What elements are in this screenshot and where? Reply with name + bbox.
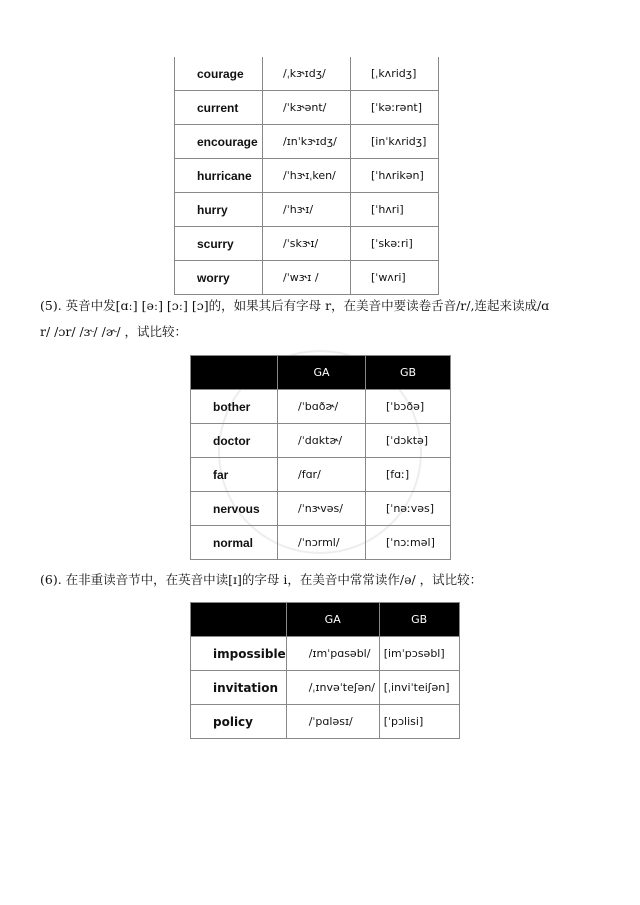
cell-word: invitation [191,671,287,705]
cell-gb: [ˈbɔðə] [366,390,451,424]
cell-gb: [ˌinviˈteiʃən] [379,671,459,705]
header-ga: GA [286,603,379,637]
cell-word: encourage [175,125,263,159]
table-row [191,671,460,705]
table-row [191,458,451,492]
cell-word: far [191,458,278,492]
table-header [191,603,460,637]
header-blank [191,356,278,390]
table-row [175,91,439,125]
cell-ga: /ˈhɝɪˌken/ [263,159,351,193]
cell-word: current [175,91,263,125]
cell-gb: [ˌkʌridʒ] [351,57,439,91]
cell-ga: /ˈnɝvəs/ [278,492,366,526]
table-row [191,705,460,739]
cell-word: nervous [191,492,278,526]
table-row [175,227,439,261]
table-row [191,390,451,424]
cell-gb: [ˈkəːrənt] [351,91,439,125]
section6-line1: (6). 在非重读音节中，在英音中读[ɪ]的字母 i，在美音中常常读作/ə/ ，试比较： [40,572,483,587]
header-ga: GA [278,356,366,390]
cell-gb: [fɑː] [366,458,451,492]
cell-ga: /fɑr/ [278,458,366,492]
cell-word: scurry [175,227,263,261]
cell-ga: /ˈnɔrml/ [278,526,366,560]
table-row [191,424,451,458]
table-row [175,193,439,227]
cell-ga: /ˈskɝɪ/ [263,227,351,261]
cell-word: courage [175,57,263,91]
cell-gb: [ˈnəːvəs] [366,492,451,526]
cell-gb: [ˈhʌrikən] [351,159,439,193]
cell-gb: [ˈpɔlisi] [379,705,459,739]
cell-gb: [ˈwʌri] [351,261,439,295]
cell-word: hurry [175,193,263,227]
table-row [191,637,460,671]
header-gb: GB [366,356,451,390]
section5-line1: (5). 英音中发[ɑː] [əː] [ɔː] [ɔ]的，如果其后有字母 r，在美音中要读卷舌音/r/,连起来读成/ɑ [40,298,550,313]
cell-ga: /ˌkɝɪdʒ/ [263,57,351,91]
cell-gb: [ˈnɔːməl] [366,526,451,560]
cell-word: doctor [191,424,278,458]
table-unstressed-i [190,602,460,739]
cell-word: bother [191,390,278,424]
cell-ga: /ˈkɝənt/ [263,91,351,125]
cell-ga: /ˈpɑləsɪ/ [286,705,379,739]
cell-word: policy [191,705,287,739]
table-row [175,261,439,295]
cell-gb: [ˈhʌri] [351,193,439,227]
cell-word: hurricane [175,159,263,193]
cell-ga: /ˈdɑktɚ/ [278,424,366,458]
section5-line2: r/ /ɔr/ /ɝ/ /ɚ/ ，试比较： [40,324,188,339]
cell-gb: [inˈkʌridʒ] [351,125,439,159]
cell-word: worry [175,261,263,295]
cell-gb: [ˈdɔktə] [366,424,451,458]
cell-gb: [imˈpɔsəbl] [379,637,459,671]
header-gb: GB [379,603,459,637]
header-blank [191,603,287,637]
table-row [175,125,439,159]
cell-ga: /ˈwɝɪ / [263,261,351,295]
table-row [175,57,439,91]
cell-ga: /ˈbɑðɚ/ [278,390,366,424]
table-row [191,492,451,526]
table-header [191,356,451,390]
cell-gb: [ˈskəːri] [351,227,439,261]
table-vowel-er [174,57,439,295]
cell-ga: /ˈhɝɪ/ [263,193,351,227]
cell-ga: /ˌɪnvəˈteʃən/ [286,671,379,705]
cell-word: impossible [191,637,287,671]
cell-ga: /ɪmˈpɑsəbl/ [286,637,379,671]
table-row [191,526,451,560]
cell-ga: /ɪnˈkɝɪdʒ/ [263,125,351,159]
table-row [175,159,439,193]
table-r-coloring [190,355,451,560]
cell-word: normal [191,526,278,560]
